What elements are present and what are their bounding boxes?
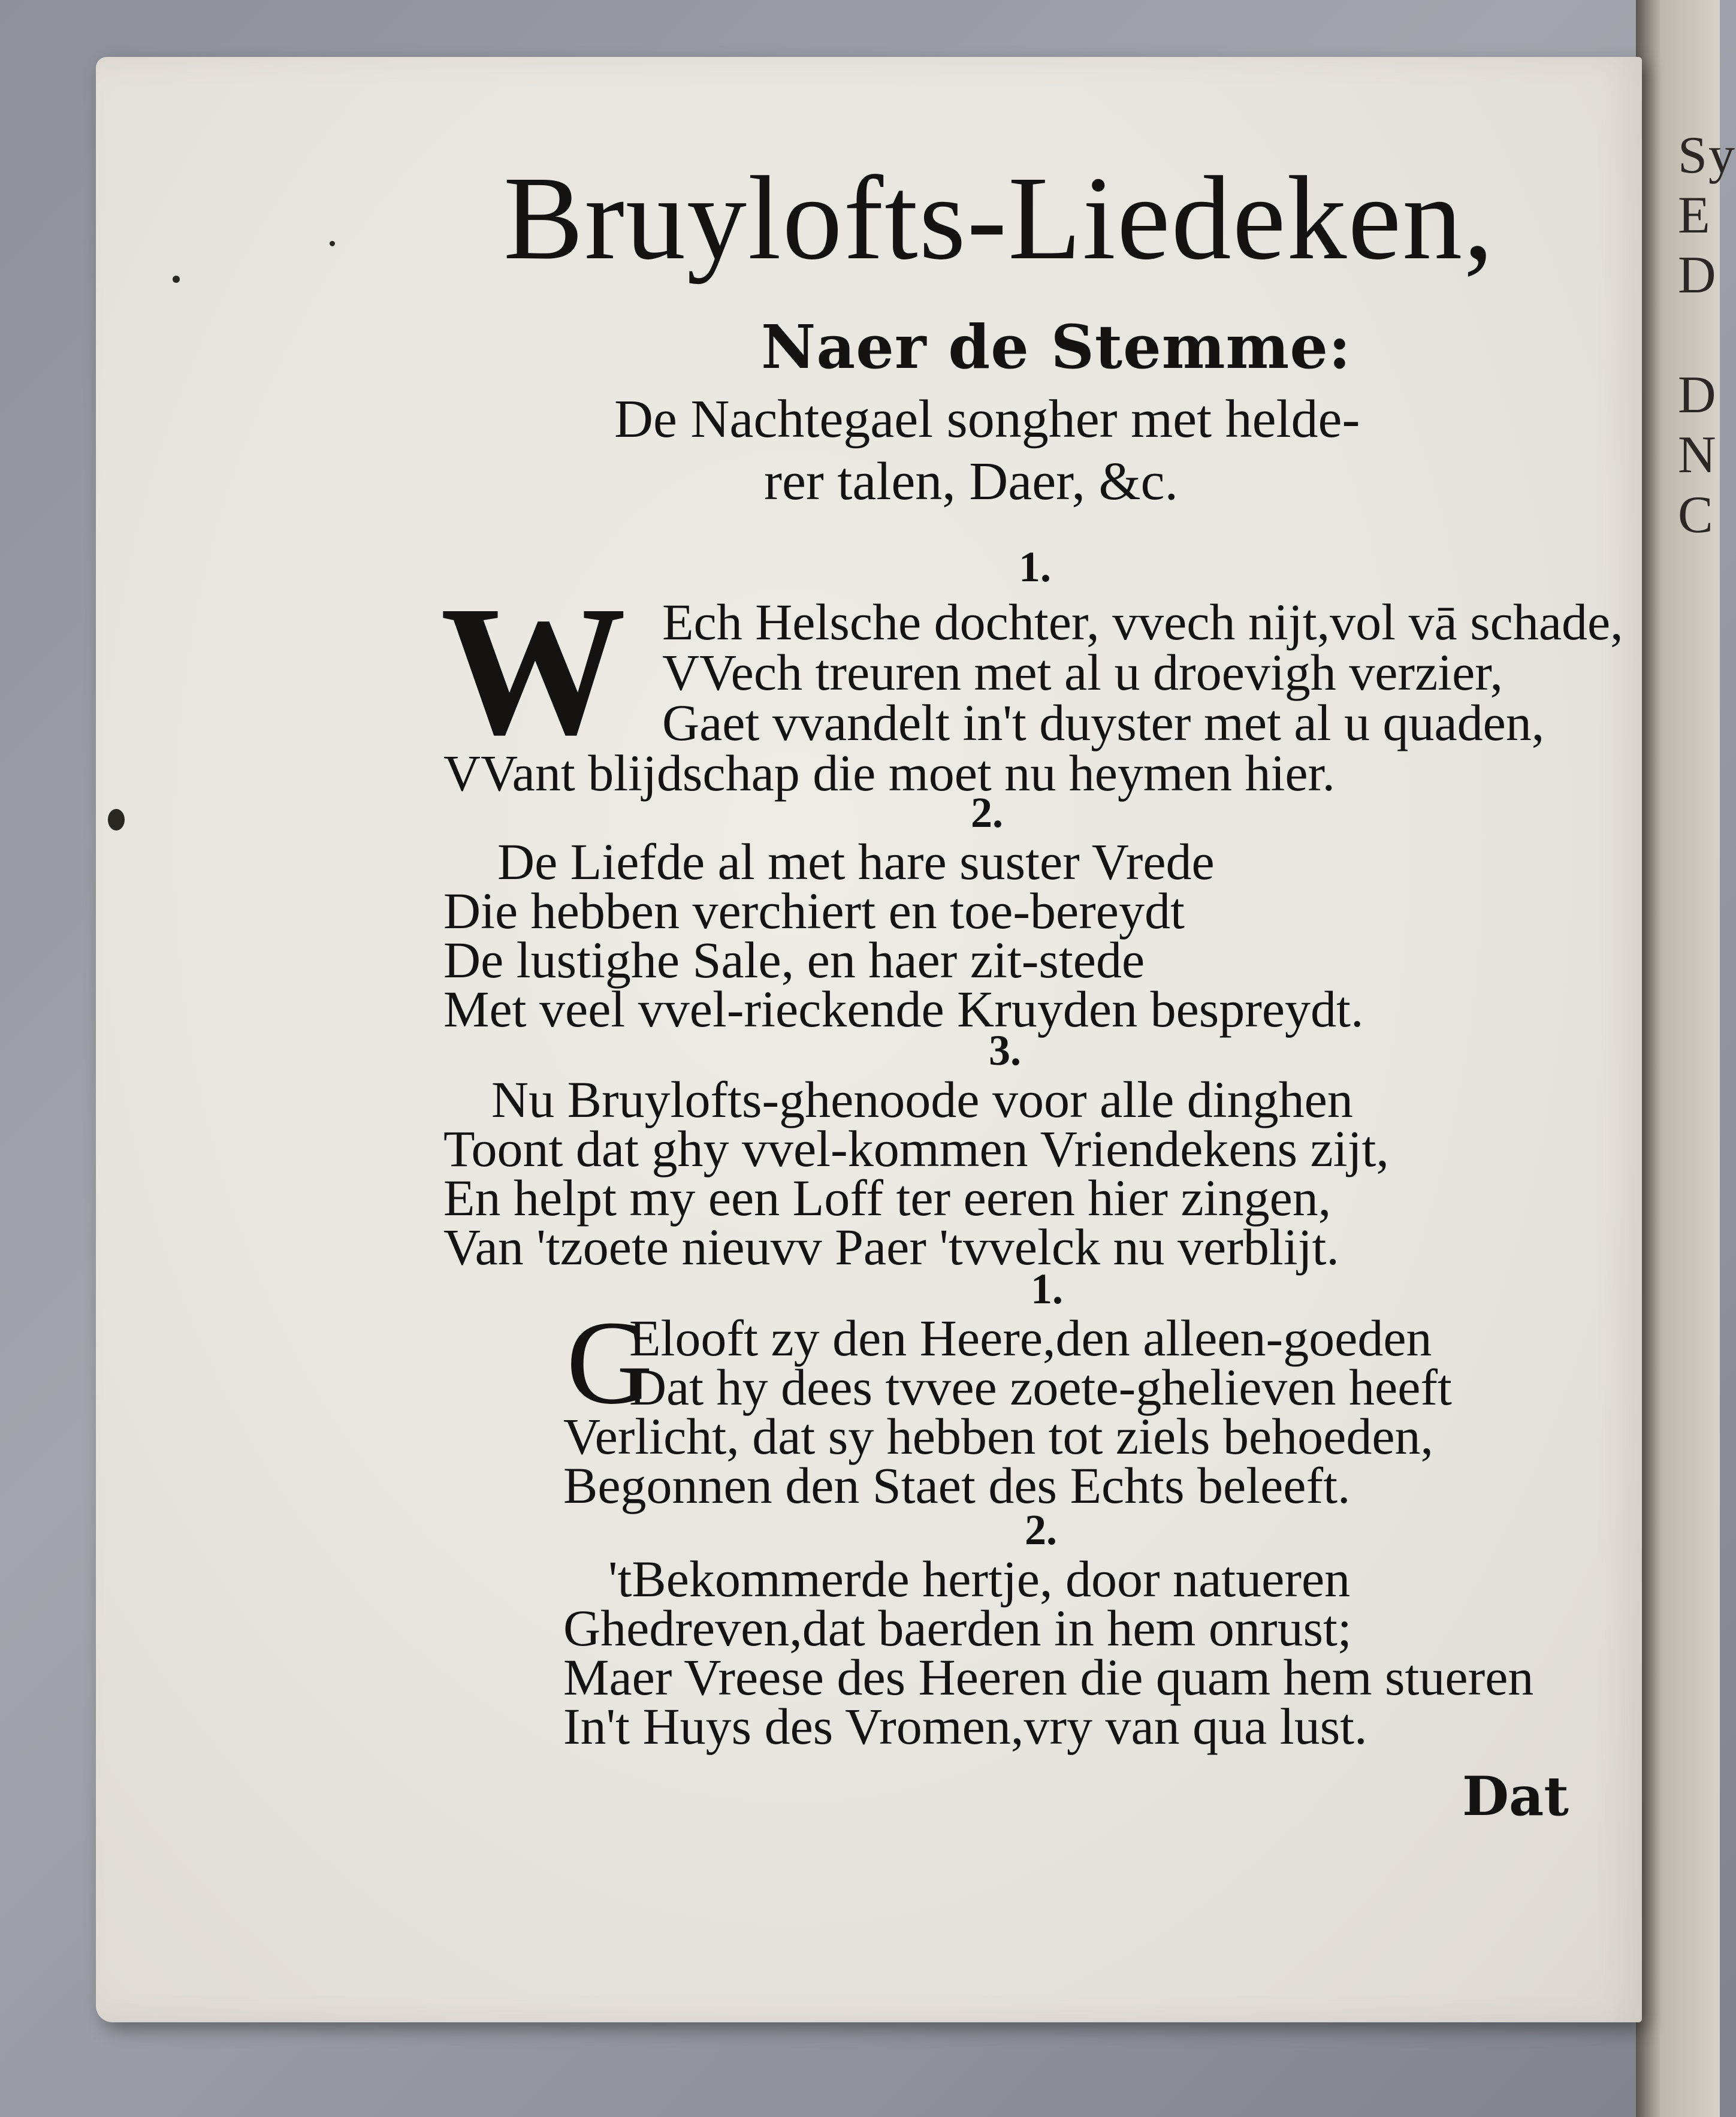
verse-line: Ech Helsche dochter, vvech nijt,vol vā schade,: [662, 593, 1623, 651]
verse-line: Gaet vvandelt in't duyster met al u quaden,: [662, 694, 1545, 751]
ink-speck: [330, 241, 335, 246]
drop-cap: G: [566, 1297, 653, 1429]
tune-name-line-1: De Nachtegael songher met helde-: [614, 389, 1360, 449]
stanza-number: 3.: [989, 1026, 1021, 1074]
verse-line: De lustighe Sale, en haer zit-stede: [443, 931, 1145, 989]
facing-page-letters: Sy E D D N C: [1678, 126, 1736, 544]
stanza-number: 2.: [971, 789, 1003, 836]
verse-line: Maer Vreese des Heeren die quam hem stueren: [563, 1648, 1534, 1706]
verse-line: Met veel vvel-rieckende Kruyden bespreydt.: [443, 980, 1364, 1038]
verse-line: 'tBekommerde hertje, door natueren: [608, 1550, 1351, 1608]
verse-line: VVech treuren met al u droevigh verzier,: [662, 644, 1503, 701]
verse-line: Die hebben verchiert en toe-bereydt: [443, 882, 1185, 940]
verse-line: En helpt my een Loff ter eeren hier zingen,: [443, 1169, 1332, 1227]
drop-cap: W: [440, 568, 626, 774]
verse-line: Verlicht, dat sy hebben tot ziels behoeden,: [563, 1408, 1434, 1465]
verse-line: Van 'tzoete nieuvv Paer 'tvvelck nu verblijt.: [443, 1218, 1339, 1276]
page-title: Bruylofts-Liedeken,: [503, 152, 1495, 285]
stanza-number: 1.: [1031, 1265, 1063, 1313]
ink-speck: [173, 276, 180, 283]
verse-line: Dat hy dees tvvee zoete-ghelieven heeft: [629, 1358, 1452, 1416]
verse-line: Ghedreven,dat baerden in hem onrust;: [563, 1599, 1352, 1657]
verse-line: De Liefde al met hare suster Vrede: [497, 833, 1215, 890]
stanza-number: 1.: [1019, 543, 1051, 591]
verse-line: Elooft zy den Heere,den alleen-goeden: [629, 1309, 1432, 1367]
verse-line: Nu Bruylofts-ghenoode voor alle dinghen: [491, 1071, 1353, 1128]
tune-heading: Naer de Stemme:: [761, 312, 1351, 382]
verse-line: In't Huys des Vromen,vry van qua lust.: [563, 1698, 1367, 1755]
tune-name-line-2: rer talen, Daer, &c.: [764, 452, 1178, 511]
stanza-number: 2.: [1025, 1506, 1057, 1554]
ink-speck: [108, 809, 125, 831]
verse-line: Toont dat ghy vvel-kommen Vriendekens zijt,: [443, 1120, 1389, 1177]
catchword: Dat: [1462, 1765, 1569, 1828]
verse-line: Begonnen den Staet des Echts beleeft.: [563, 1457, 1351, 1514]
verse-line: VVant blijdschap die moet nu heymen hier.: [443, 744, 1335, 802]
